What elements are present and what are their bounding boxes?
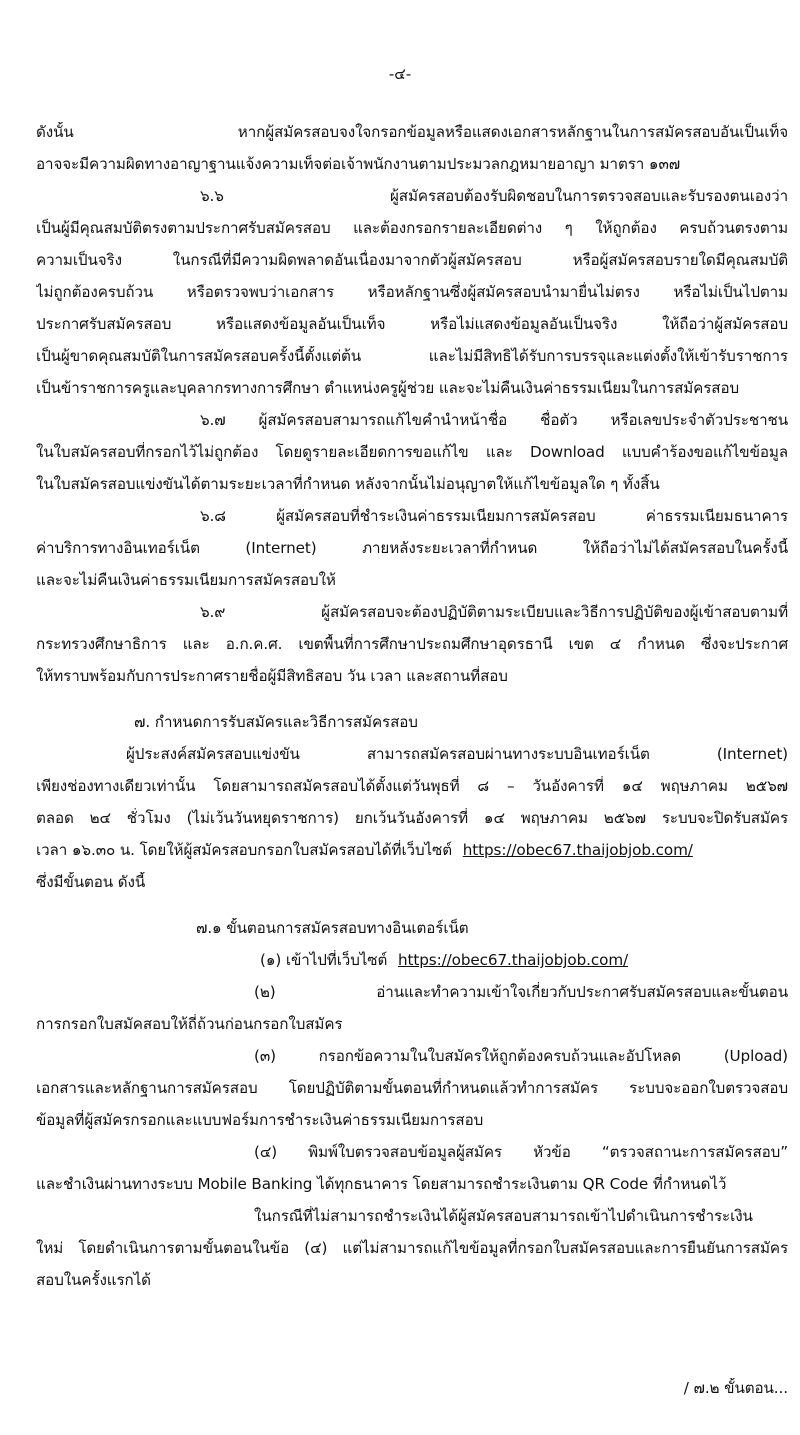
- paragraph-line: การกรอกใบสมัคสอบให้ถี่ถ้วนก่อนกรอกใบสมัคร: [36, 1015, 343, 1033]
- paragraph-line: และจะไม่คืนเงินค่าธรรมเนียมการสมัครสอบให้: [36, 571, 336, 589]
- step-3-line: (๓) กรอกข้อความในใบสมัครให้ถูกต้องครบถ้วนและอัปโหลด (Upload): [254, 1047, 788, 1065]
- paragraph-line: เป็นผู้มีคุณสมบัติตรงตามประกาศรับสมัครสอบ และต้องกรอกรายละเอียดต่าง ๆ ให้ถูกต้อง ครบถ้วนตรงตาม: [36, 219, 788, 237]
- section-6-9-heading: ๖.๙ ผู้สมัครสอบจะต้องปฏิบัติตามระเบียบและวิธีการปฏิบัติของผู้เข้าสอบตามที่: [200, 603, 788, 621]
- paragraph-line: ในใบสมัครสอบแข่งขันได้ตามระยะเวลาที่กำหนด หลังจากนั้นไม่อนุญาตให้แก้ไขข้อมูลใด ๆ ทั้งสิ้น: [36, 475, 660, 493]
- paragraph-line: ให้ทราบพร้อมกับการประกาศรายชื่อผู้มีสิทธิสอบ วัน เวลา และสถานที่สอบ: [36, 667, 508, 685]
- paragraph-line: เป็นผู้ขาดคุณสมบัติในการสมัครสอบครั้งนี้ตั้งแต่ต้น และไม่มีสิทธิได้รับการบรรจุและแต่งตั้งให้เข้ารับราชการ: [36, 347, 788, 365]
- step-2-line: (๒) อ่านและทำความเข้าใจเกี่ยวกับประกาศรับสมัครสอบและขั้นตอน: [254, 983, 788, 1001]
- section-6-8-heading: ๖.๘ ผู้สมัครสอบที่ชำระเงินค่าธรรมเนียมการสมัครสอบ ค่าธรรมเนียมธนาคาร: [200, 507, 788, 525]
- paragraph-line: ไม่ถูกต้องครบถ้วน หรือตรวจพบว่าเอกสาร หรือหลักฐานซึ่งผู้สมัครสอบนำมายื่นไม่ตรง หรือไม่เป็นไปตาม: [36, 283, 788, 301]
- paragraph-line: ประกาศรับสมัครสอบ หรือแสดงข้อมูลอันเป็นเท็จ หรือไม่แสดงข้อมูลอันเป็นจริง ให้ถือว่าผู้สมัครสอบ: [36, 315, 788, 333]
- paragraph-line: ค่าบริการทางอินเทอร์เน็ต (Internet) ภายหลังระยะเวลาที่กำหนด ให้ถือว่าไม่ได้สมัครสอบในครั้งนี้: [36, 539, 788, 557]
- paragraph-line: ใหม่ โดยดำเนินการตามขั้นตอนในข้อ (๔) แต่ไม่สามารถแก้ไขข้อมูลที่กรอกใบสมัครสอบและการยืนยันการสมัคร: [36, 1239, 788, 1257]
- paragraph-line: ตลอด ๒๔ ชั่วโมง (ไม่เว้นวันหยุดราชการ) ยกเว้นวันอังคารที่ ๑๔ พฤษภาคม ๒๕๖๗ ระบบจะปิดรับสมัคร: [36, 809, 788, 827]
- section-6-6-heading: ๖.๖ ผู้สมัครสอบต้องรับผิดชอบในการตรวจสอบและรับรองตนเองว่า: [200, 187, 788, 205]
- payment-note-line: ในกรณีที่ไม่สามารถชำระเงินได้ผู้สมัครสอบสามารถเข้าไปดำเนินการชำระเงิน: [254, 1207, 753, 1225]
- paragraph-line: เพียงช่องทางเดียวเท่านั้น โดยสามารถสมัครสอบได้ตั้งแต่วันพุธที่ ๘ – วันอังคารที่ ๑๔ พฤษภาคม ๒๕๖๗: [36, 777, 788, 795]
- website-link-step-1[interactable]: https://obec67.thaijobjob.com/: [398, 951, 629, 969]
- website-link[interactable]: https://obec67.thaijobjob.com/: [462, 841, 693, 859]
- paragraph-line: ในใบสมัครสอบที่กรอกไว้ไม่ถูกต้อง โดยดูรายละเอียดการขอแก้ไข และ Download แบบคำร้องขอแก้ไขข้อมูล: [36, 443, 788, 461]
- paragraph-line: ข้อมูลที่ผู้สมัครกรอกและแบบฟอร์มการชำระเงินค่าธรรมเนียมการสอบ: [36, 1111, 484, 1129]
- paragraph-line: ความเป็นจริง ในกรณีที่มีความผิดพลาดอันเนื่องมาจากตัวผู้สมัครสอบ หรือผู้สมัครสอบรายใดมีคุณสมบัติ: [36, 251, 788, 269]
- paragraph-line: อาจจะมีความผิดทางอาญาฐานแจ้งความเท็จต่อเจ้าพนักงานตามประมวลกฎหมายอาญา มาตรา ๑๓๗: [36, 155, 681, 173]
- paragraph-line: เป็นข้าราชการครูและบุคลากรทางการศึกษา ตำแหน่งครูผู้ช่วย และจะไม่คืนเงินค่าธรรมเนียมในการสมัครสอบ: [36, 379, 740, 397]
- paragraph-line: เอกสารและหลักฐานการสมัครสอบ โดยปฏิบัติตามขั้นตอนที่กำหนดแล้วทำการสมัคร ระบบจะออกใบตรวจสอบ: [36, 1079, 788, 1097]
- step-4-line: (๔) พิมพ์ใบตรวจสอบข้อมูลผู้สมัคร หัวข้อ “ตรวจสถานะการสมัครสอบ”: [254, 1143, 788, 1161]
- paragraph-line: ผู้ประสงค์สมัครสอบแข่งขัน สามารถสมัครสอบผ่านทางระบบอินเทอร์เน็ต (Internet): [126, 745, 788, 763]
- section-7-heading: ๗. กำหนดการรับสมัครและวิธีการสมัครสอบ: [134, 713, 418, 731]
- section-6-7-heading: ๖.๗ ผู้สมัครสอบสามารถแก้ไขคำนำหน้าชื่อ ชื่อตัว หรือเลขประจำตัวประชาชน: [200, 411, 788, 429]
- step-1-text: (๑) เข้าไปที่เว็บไซต์: [260, 951, 388, 969]
- step-1-line: [260, 950, 788, 970]
- footer-continuation: / ๗.๒ ขั้นตอน...: [683, 1379, 788, 1397]
- page-number: -๔-: [388, 65, 412, 83]
- paragraph-line: ซึ่งมีขั้นตอน ดังนี้: [36, 873, 146, 891]
- paragraph-line: สอบในครั้งแรกได้: [36, 1271, 151, 1289]
- paragraph-line: กระทรวงศึกษาธิการ และ อ.ก.ค.ศ. เขตพื้นที่การศึกษาประถมศึกษาอุดรธานี เขต ๔ กำหนด ซึ่งจะประกาศ: [36, 635, 788, 653]
- paragraph-text: เวลา ๑๖.๓๐ น. โดยให้ผู้สมัครสอบกรอกใบสมัครสอบได้ที่เว็บไซต์: [36, 841, 453, 859]
- paragraph-line: ดังนั้น หากผู้สมัครสอบจงใจกรอกข้อมูลหรือแสดงเอกสารหลักฐานในการสมัครสอบอันเป็นเท็จ: [36, 123, 788, 141]
- paragraph-line: [36, 840, 788, 860]
- section-7-1-heading: ๗.๑ ขั้นตอนการสมัครสอบทางอินเตอร์เน็ต: [196, 919, 469, 937]
- paragraph-line: และชำเงินผ่านทางระบบ Mobile Banking ได้ทุกธนาคาร โดยสามารถชำระเงินตาม QR Code ที่กำหนดไว้: [36, 1175, 727, 1193]
